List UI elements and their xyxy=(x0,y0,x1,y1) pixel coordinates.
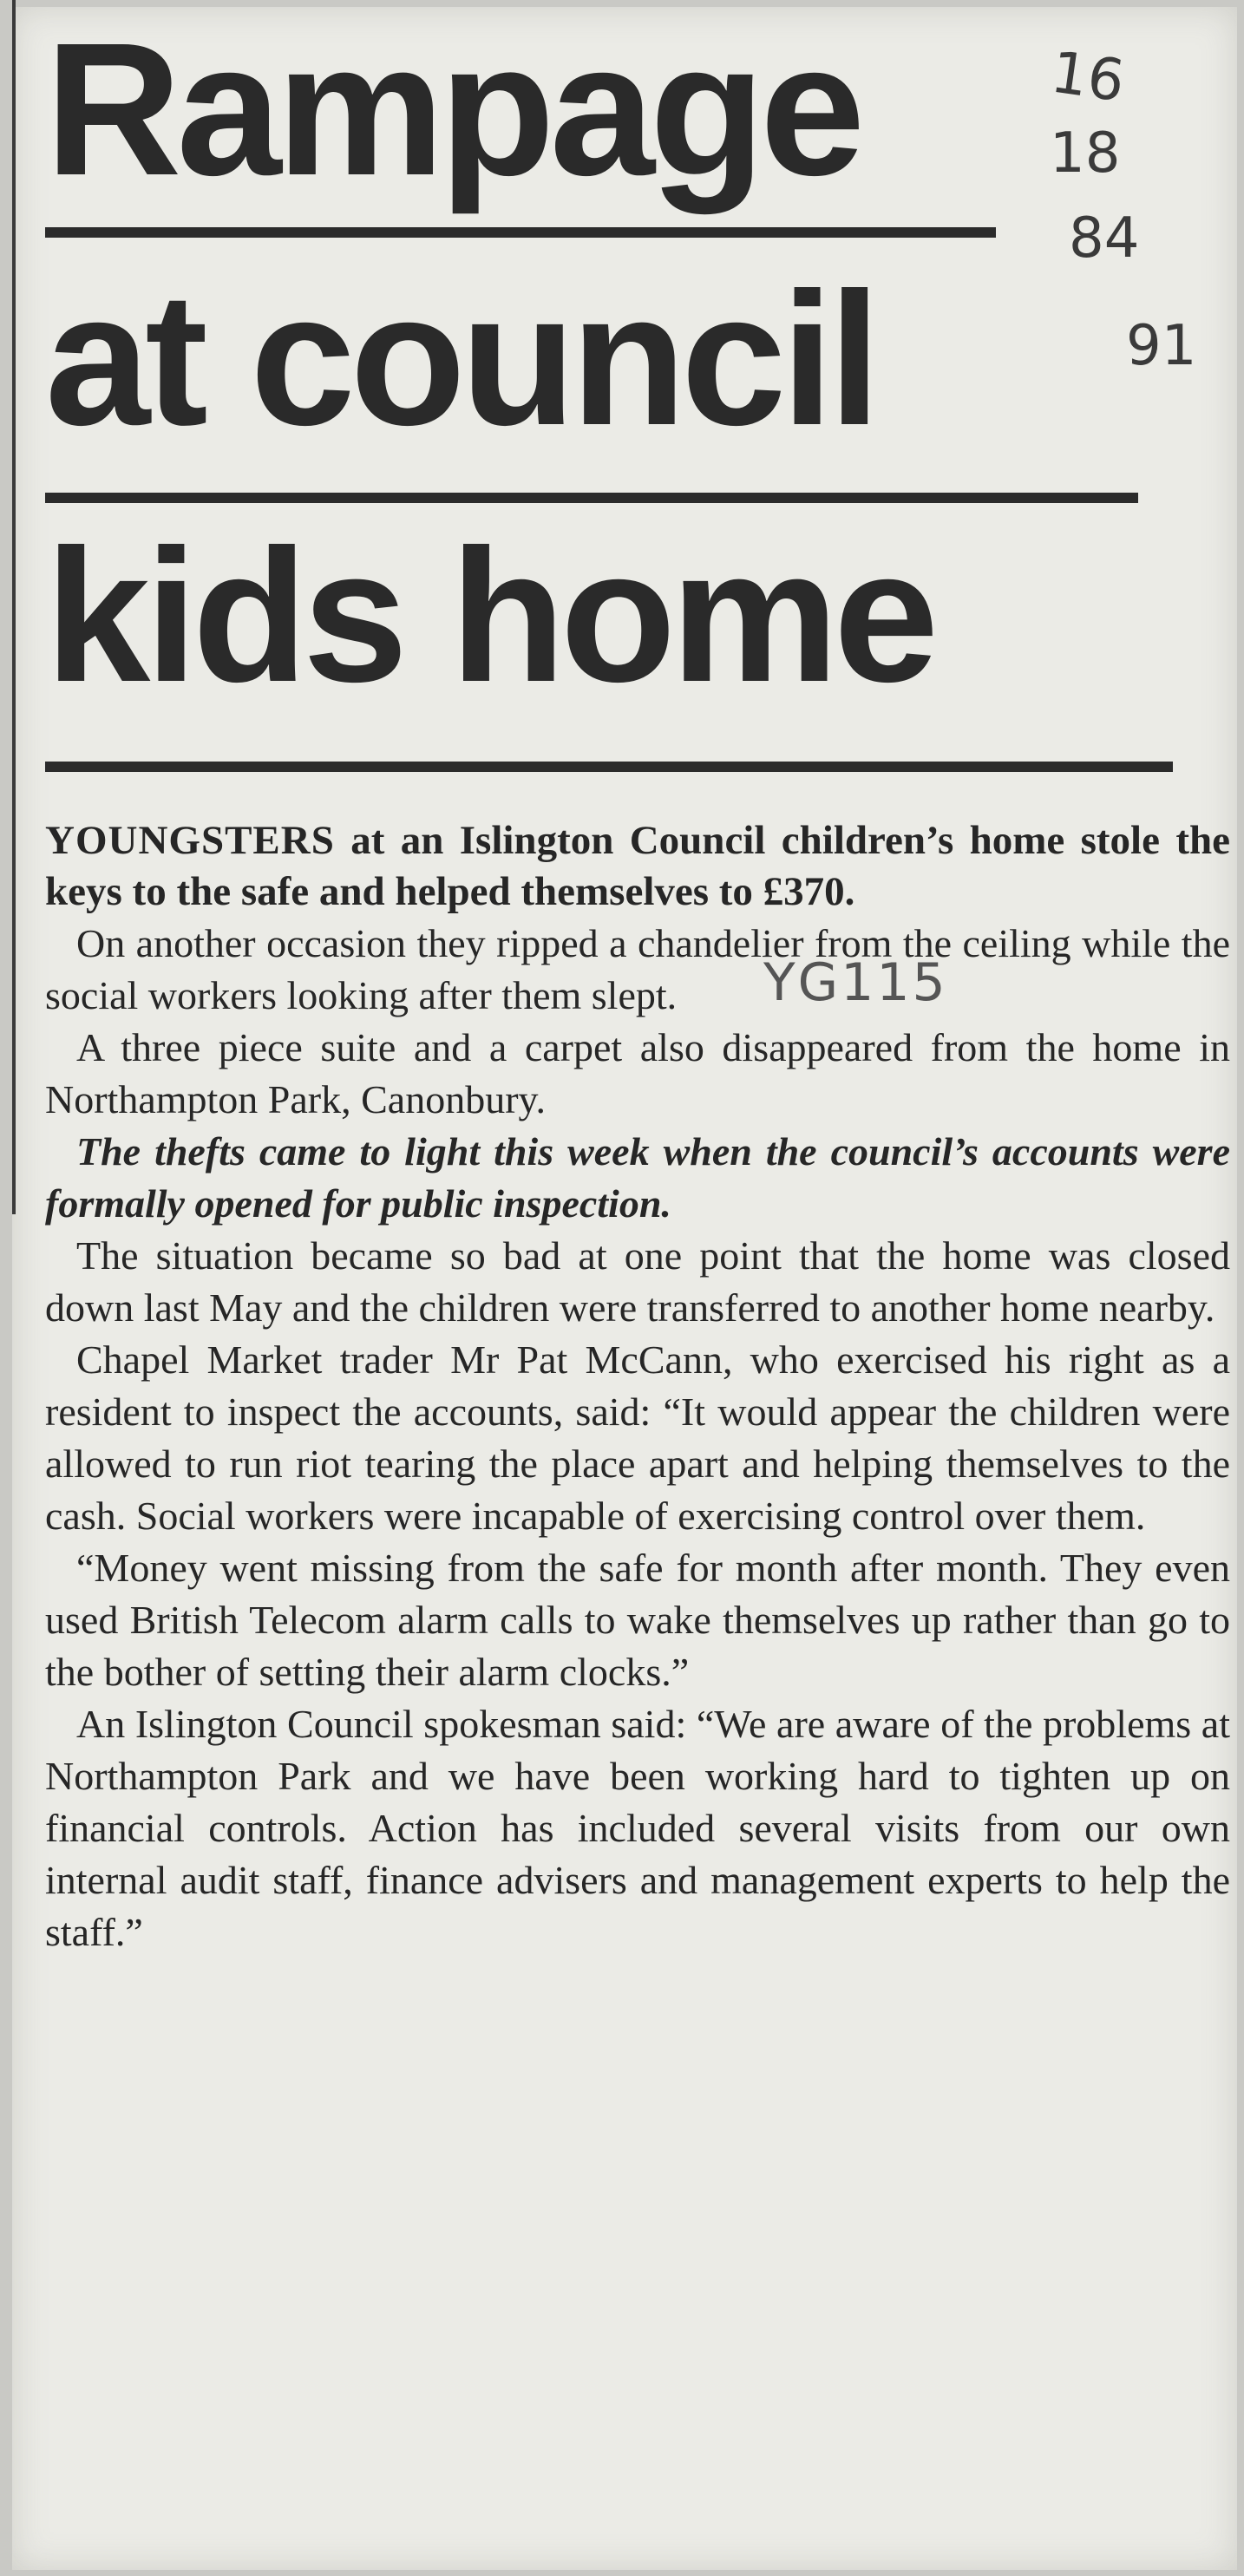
headline-line-2: at council xyxy=(45,254,876,465)
headline-rule-1 xyxy=(45,227,996,238)
headline-rule-2 xyxy=(45,493,1138,503)
article-paragraph-5: Chapel Market trader Mr Pat McCann, who exercised his right as a resident to inspect the accounts, said: “It would appear the children were allowed to run riot tearing the place apart and helping themselves to the cash. Social workers were incapable of exercising control over them. xyxy=(45,1337,1230,1538)
article-paragraph-1: On another occasion they ripped a chandelier from the ceiling while the social workers looking after them slept. xyxy=(45,921,1230,1017)
headline-line-1: Rampage xyxy=(45,4,861,215)
article-paragraph-3: The thefts came to light this week when the council’s accounts were formally opened for public inspection. xyxy=(45,1129,1230,1226)
handwritten-note-4: 91 xyxy=(1126,314,1197,378)
lead-text: at an Islington Council children’s home stole the keys to the safe and helped themselves to £370. xyxy=(45,818,1230,914)
article-paragraph-4: The situation became so bad at one point that the home was closed down last May and the children were transferred to another home nearby. xyxy=(45,1233,1230,1330)
article-paragraph-6: “Money went missing from the safe for month after month. They even used British Telecom alarm calls to wake themselves up rather than go to the bother of setting their alarm clocks.” xyxy=(45,1546,1230,1694)
lead-caps: YOUNGSTERS xyxy=(45,818,335,863)
handwritten-note-3: 84 xyxy=(1069,206,1140,271)
handwritten-note-2: 18 xyxy=(1050,121,1121,186)
handwritten-note-1: 16 xyxy=(1047,38,1129,115)
article-lead xyxy=(45,815,1230,918)
clipping-edge xyxy=(12,0,16,1214)
article-body xyxy=(45,815,1230,1958)
headline-rule-3 xyxy=(45,762,1173,772)
handwritten-reference-code: YG115 xyxy=(763,952,948,1013)
headline-line-3: kids home xyxy=(45,511,934,722)
article-paragraph-2: A three piece suite and a carpet also disappeared from the home in Northampton Park, Canonbury. xyxy=(45,1025,1230,1121)
article-paragraph-7: An Islington Council spokesman said: “We are aware of the problems at Northampton Park and we have been working hard to tighten up on financial controls. Action has included several visits from our own internal audit staff, finance advisers and management experts to help the staff.” xyxy=(45,1702,1230,1954)
headline xyxy=(45,4,1156,722)
